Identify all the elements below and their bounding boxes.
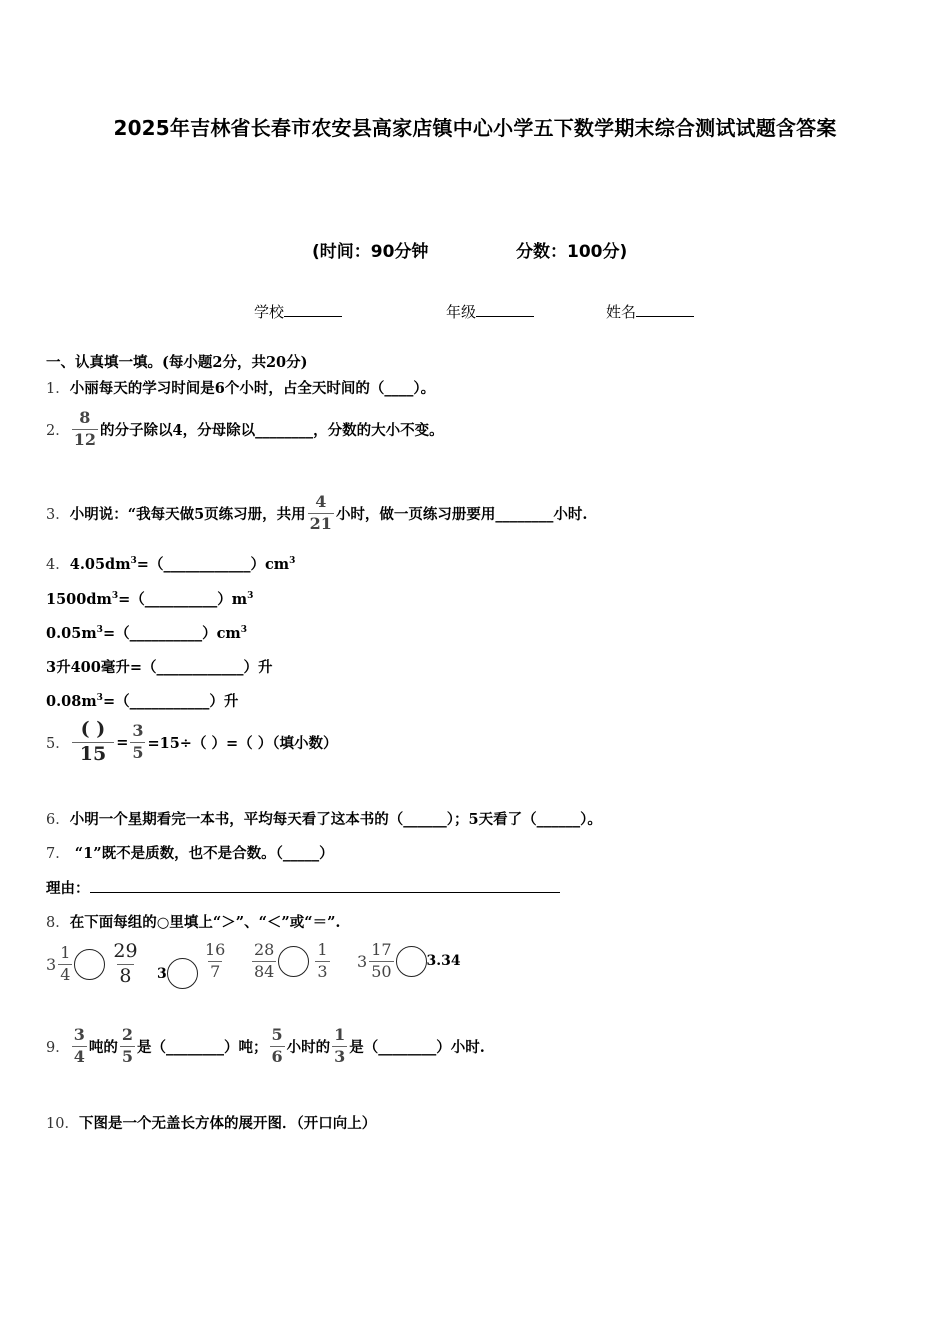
question-text: 在下面每组的○里填上“＞”、“＜”或“＝”. — [69, 914, 341, 931]
fraction: $\frac{16}{7}$ — [205, 940, 226, 981]
question-number: 9． — [46, 1039, 70, 1056]
question-1 — [46, 377, 435, 398]
fraction: $\frac{2}{5}$ — [121, 1025, 134, 1066]
fraction: $\frac{3}{4}$ — [73, 1025, 85, 1066]
question-8-group-2: 3 — [157, 958, 198, 989]
question-4-line-1: 4．$4.05dm^3=(\_\_\_\_\_\_\_\_\_\_\_\_)cm^3$ — [46, 556, 296, 573]
mixed-number: 3 $\frac{17}{50}$ — [357, 940, 392, 981]
school-field — [254, 301, 342, 322]
question-number: 2． — [46, 422, 70, 439]
question-text: =15÷（ ）=（ ）（填小数） — [147, 734, 338, 752]
exam-score: 分数：100分) — [516, 242, 628, 262]
page-title: 2025年吉林省长春市农安县高家店镇中心小学五下数学期末综合测试试题含答案 — [113, 116, 837, 140]
fraction: $\frac{28}{84}$ — [254, 940, 275, 981]
question-number: 7． — [46, 846, 70, 862]
question-7 — [46, 842, 334, 863]
fraction: $\frac{1}{3}$ — [334, 1025, 346, 1066]
question-4-line-5: $0.08m^3=(\_\_\_\_\_\_\_\_\_\_\_)$升 — [46, 693, 239, 710]
fraction: $\frac{8}{12}$ — [73, 408, 96, 449]
question-2 — [46, 410, 444, 449]
question-8-group-4: 3 $\frac{17}{50}$ 3.34 — [357, 940, 461, 981]
question-text: “1”既不是质数，也不是合数。（_____） — [74, 845, 334, 862]
question-8 — [46, 911, 340, 932]
name-label: 姓名 — [606, 303, 637, 321]
question-text: 的分子除以4，分母除以________，分数的大小不变。 — [100, 421, 444, 439]
question-8-group-1 — [46, 942, 142, 987]
question-3 — [46, 494, 588, 533]
mixed-number: 3 $\frac{1}{4}$ — [46, 943, 71, 984]
question-4-line-4: 3升400毫升=（____________）升 — [46, 659, 273, 676]
grade-field — [446, 301, 534, 322]
compare-circle[interactable] — [278, 946, 309, 977]
question-8-group-3 — [250, 942, 332, 981]
grade-label: 年级 — [446, 303, 477, 321]
question-6 — [46, 808, 602, 829]
fraction: $\frac{5}{6}$ — [271, 1025, 283, 1066]
question-text: 下图是一个无盖长方体的展开图．（开口向上） — [78, 1115, 377, 1132]
compare-circle[interactable] — [396, 946, 427, 977]
question-number: 4． — [46, 557, 70, 573]
question-number: 5． — [46, 735, 70, 752]
compare-circle[interactable] — [167, 958, 198, 989]
question-8-group-2-right — [201, 942, 229, 981]
fraction: $\frac{29}{8}$ — [113, 940, 138, 987]
question-number: 6． — [46, 812, 70, 828]
fraction: $\frac{3}{5}$ — [132, 721, 144, 762]
question-text: 小明一个星期看完一本书，平均每天看了这本书的（______）；5天看了（______）。 — [69, 811, 602, 828]
question-number: 3． — [46, 506, 70, 523]
name-field — [606, 301, 694, 322]
fraction: $\frac{1}{3}$ — [317, 940, 328, 981]
question-4-line-3: $0.05m^3=(\_\_\_\_\_\_\_\_\_\_)cm^3$ — [46, 625, 248, 642]
question-5: 5． $\frac{( )}{15}$ = $\frac{3}{5}$ =15÷（ ）=（ ）（填小数） — [46, 718, 338, 765]
question-text: 小时，做一页练习册要用________小时. — [335, 505, 588, 523]
question-number: 8． — [46, 915, 70, 931]
question-number: 1． — [46, 381, 70, 397]
question-9: 9． $\frac{3}{4}$ 吨的 $\frac{2}{5}$ 是（________）吨； $\frac{5}{6}$ 小时的 $\frac{1}{3}$ 是（________）小时. — [46, 1025, 485, 1066]
exam-time: (时间：90分钟 — [312, 242, 429, 262]
question-text: 小丽每天的学习时间是6个小时，占全天时间的（____）。 — [69, 380, 436, 397]
compare-circle[interactable] — [74, 949, 105, 980]
section-heading: 一、认真填一填。(每小题2分，共20分) — [46, 354, 308, 371]
question-text: 小明说：“我每天做5页练习册，共用 — [69, 505, 306, 523]
fraction: $\frac{( )}{15}$ — [72, 720, 114, 765]
question-number: 10． — [46, 1116, 79, 1132]
question-10 — [46, 1112, 376, 1133]
fraction: $\frac{4}{21}$ — [309, 492, 332, 533]
question-4-line-2: $1500dm^3=(\_\_\_\_\_\_\_\_\_\_)m^3$ — [46, 591, 254, 608]
school-label: 学校 — [254, 303, 285, 321]
question-7-reason: 理由： — [46, 877, 560, 898]
